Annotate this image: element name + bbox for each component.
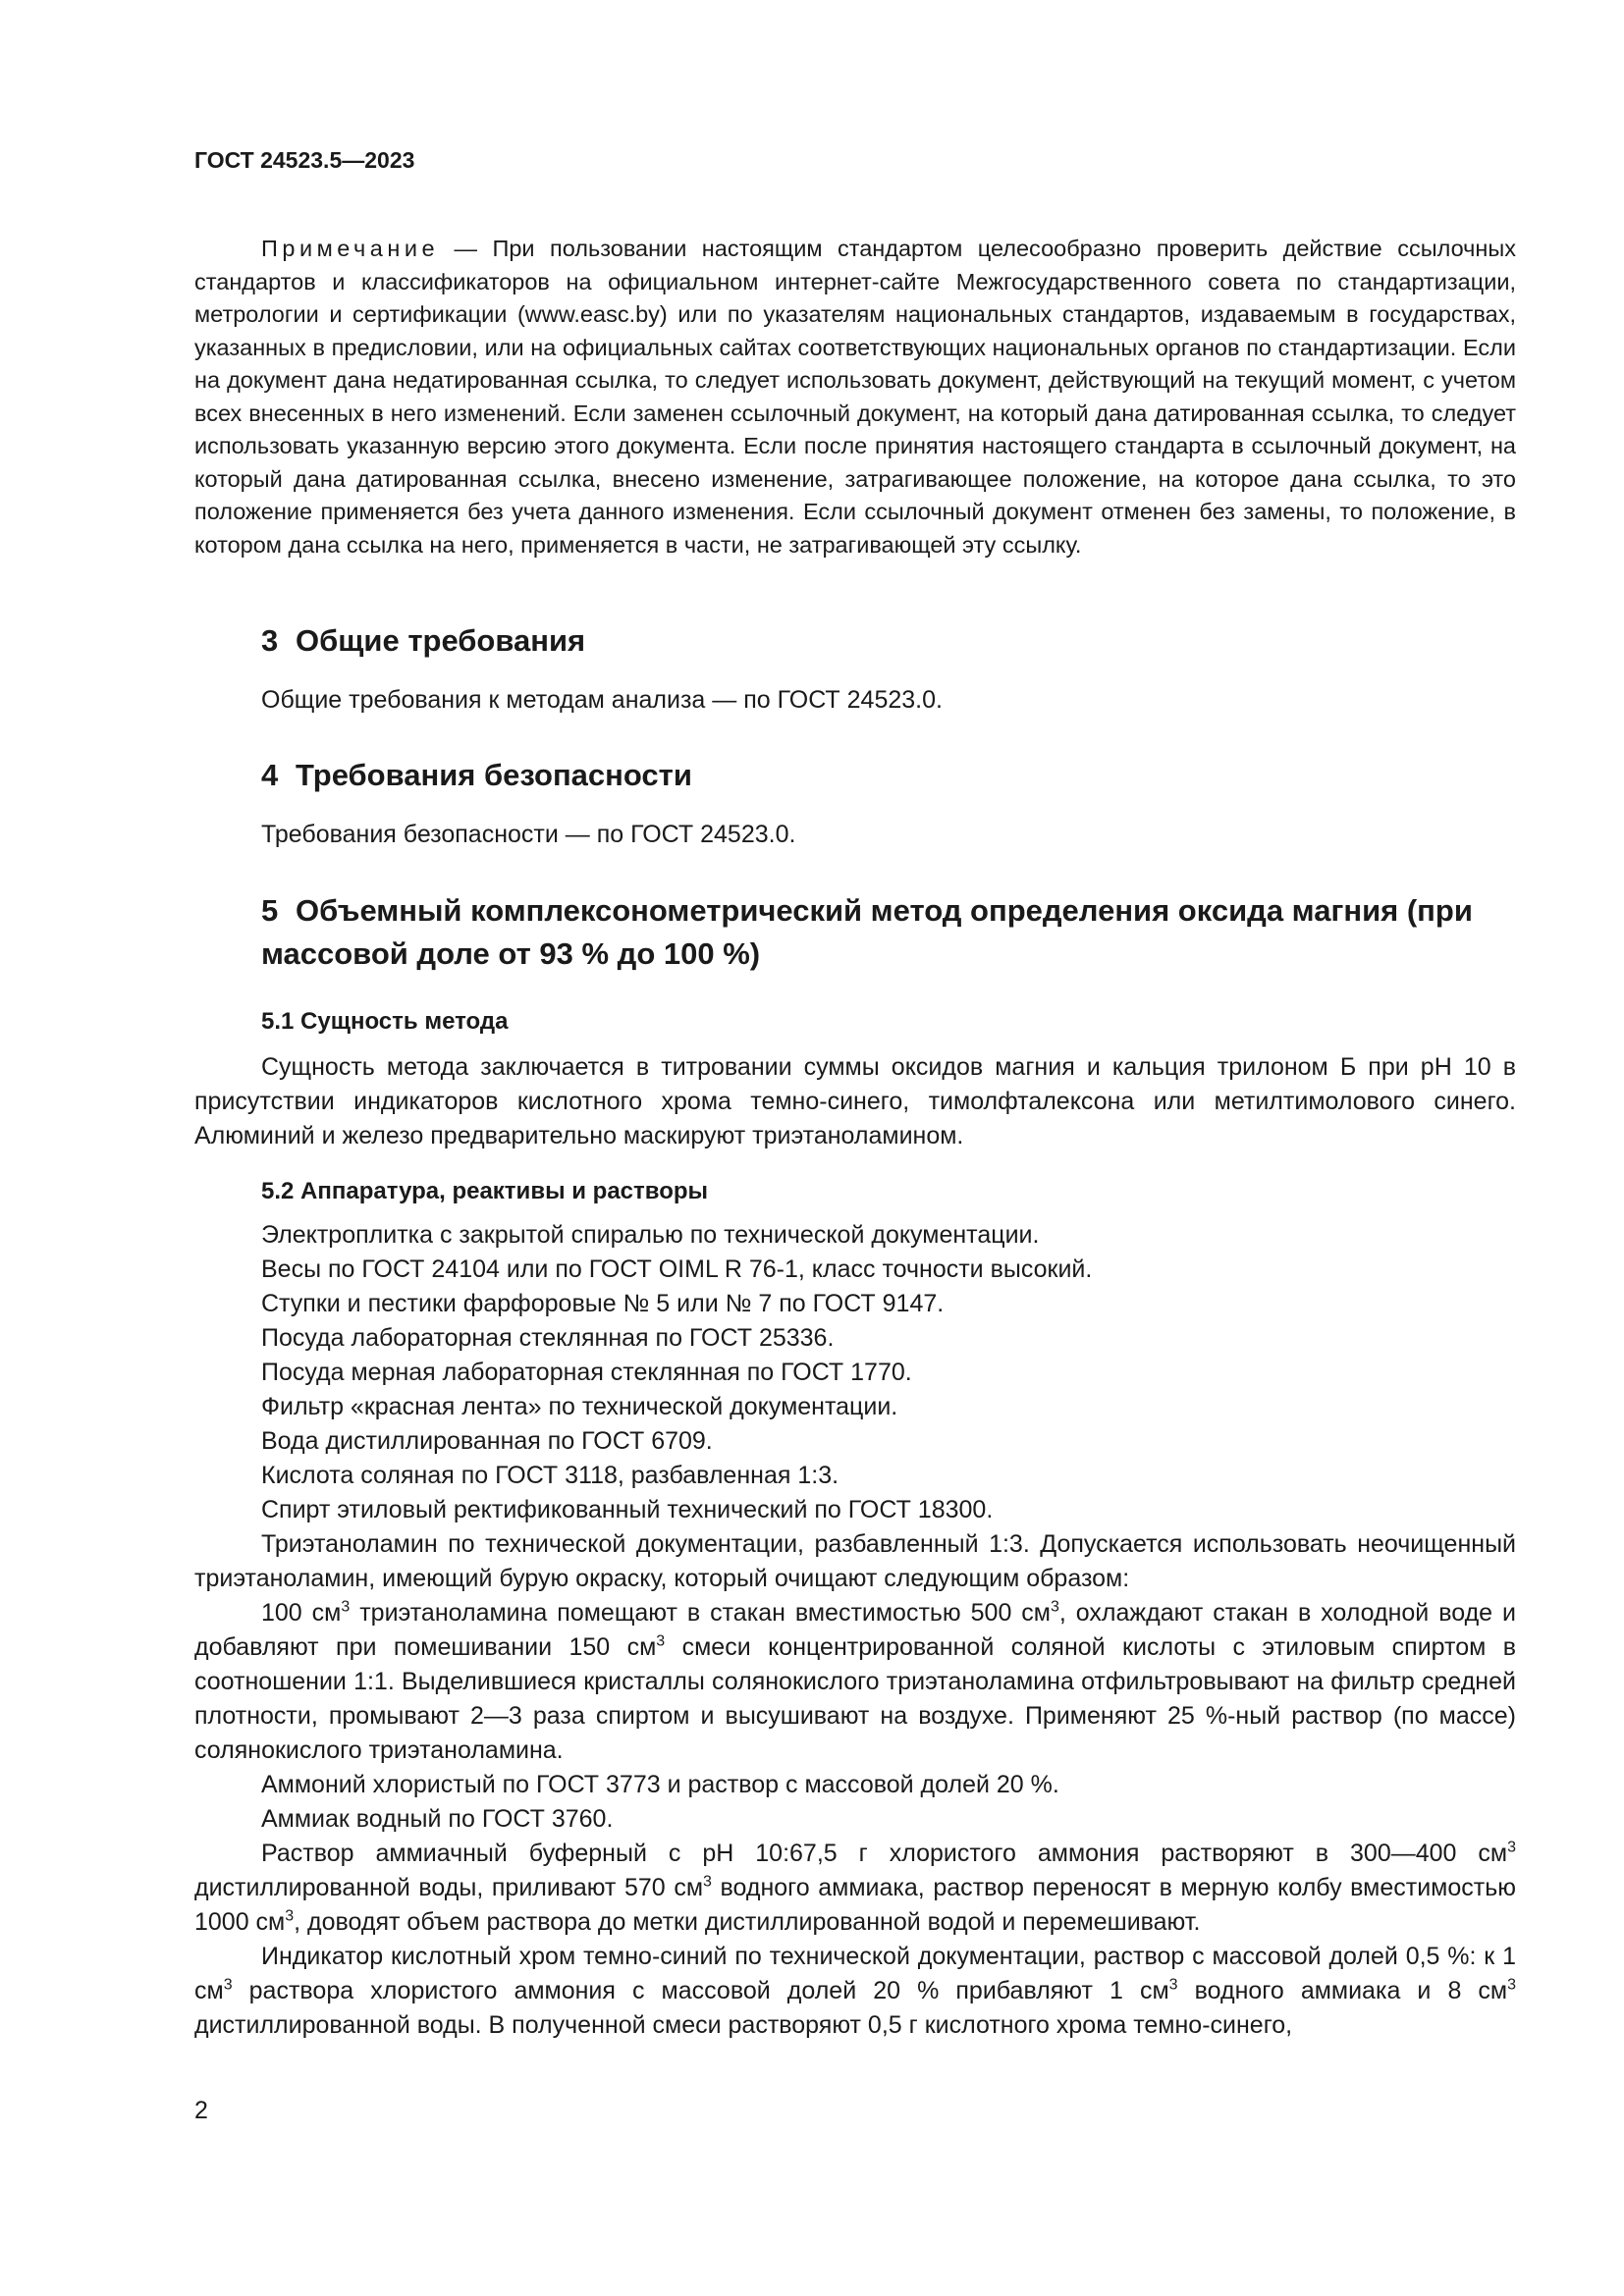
- triethanolamine-purification: 100 $см^3$ триэтаноламина помещают в стакан вместимостью 500 $см^3$, охлаждают стакан в холодной воде и добавляют при помешивании 150 $см^3$ смеси концентрированной соляной кислоты с этиловым спиртом в соотношении 1:1. Выделившиеся кристаллы солянокислого триэтаноламина отфильтровывают на фильтр средней плотности, промывают 2—3 раза спиртом и высушивают на воздухе. Применяют 25 %-ный раствор (по массе) солянокислого триэтаноламина.: [194, 1598, 1516, 1764]
- indicator-text: Индикатор кислотный хром темно-синий по технической документации, раствор с массовой долей 0,5 %: к 1 $см^3$ раствора хлористого аммония с массовой долей 20 % прибавляют 1 $см^3$ водного аммиака и 8 $см^3$ дистиллированной воды. В полученной смеси растворяют 0,5 г кислотного хрома темно-синего,: [194, 1943, 1517, 2039]
- equipment-list: [194, 1218, 1516, 1527]
- section-4-text: Требования безопасности — по ГОСТ 24523.0.: [261, 821, 796, 848]
- note-label: Примечание: [261, 236, 440, 261]
- subsection-5-1-text: Сущность метода заключается в титровании суммы оксидов магния и кальция трилоном Б при pH 10 в присутствии индикаторов кислотного хрома темно-синего, тимолфталексона или метилтимолового синего. Алюминий и железо предварительно маскируют триэтаноламином.: [194, 1053, 1516, 1149]
- list-item: Кислота соляная по ГОСТ 3118, разбавленная 1:3.: [261, 1462, 839, 1489]
- list-item: Вода дистиллированная по ГОСТ 6709.: [261, 1427, 713, 1455]
- triethanolamine-text: Триэтаноламин по технической документации, разбавленный 1:3. Допускается использовать неочищенный триэтаноламин, имеющий бурую окраску, который очищают следующим образом:: [194, 1530, 1516, 1592]
- ammonia-text: Аммиак водный по ГОСТ 3760.: [261, 1805, 614, 1833]
- section-4-heading: 4 Требования безопасности: [261, 758, 692, 792]
- note-text: — При пользовании настоящим стандартом целесообразно проверить действие ссылочных стандартов и классификаторов на официальном интернет-сайте Межгосударственного совета по стандартизации, метрологии и сертификации (www.easc.by) или по указателям национальных стандартов, издаваемым в государствах, указанных в предисловии, или на официальных сайтах соответствующих национальных органов по стандартизации. Если на документ дана недатированная ссылка, то следует использовать документ, действующий на текущий момент, с учетом всех внесенных в него изменений. Если заменен ссылочный документ, на который дана датированная ссылка, то следует использовать указанную версию этого документа. Если после принятия настоящего стандарта в ссылочный документ, на который дана датированная ссылка, внесено изменение, затрагивающее положение, на которое дана ссылка, то это положение применяется без учета данного изменения. Если ссылочный документ отменен без замены, то положение, в котором дана ссылка на него, применяется в части, не затрагивающей эту ссылку.: [194, 236, 1516, 558]
- list-item: Весы по ГОСТ 24104 или по ГОСТ OIML R 76-1, класс точности высокий.: [261, 1255, 1093, 1283]
- subsection-5-2-heading: 5.2 Аппаратура, реактивы и растворы: [261, 1178, 709, 1204]
- document-page: [194, 147, 1516, 2043]
- list-item: Посуда мерная лабораторная стеклянная по ГОСТ 1770.: [261, 1359, 912, 1386]
- list-item: Ступки и пестики фарфоровые № 5 или № 7 по ГОСТ 9147.: [261, 1290, 945, 1317]
- buffer-solution-text: Раствор аммиачный буферный с pH 10:67,5 г хлористого аммония растворяют в 300—400 $см^3$ дистиллированной воды, приливают 570 $см^3$ водного аммиака, раствор переносят в мерную колбу вместимостью 1000 $см^3$, доводят объем раствора до метки дистиллированной водой и перемешивают.: [194, 1839, 1516, 1936]
- list-item: Посуда лабораторная стеклянная по ГОСТ 25336.: [261, 1324, 835, 1352]
- page-number: 2: [194, 2097, 208, 2124]
- list-item: Спирт этиловый ректификованный технический по ГОСТ 18300.: [261, 1496, 994, 1523]
- list-item: Фильтр «красная лента» по технической документации.: [261, 1393, 898, 1420]
- section-3-text: Общие требования к методам анализа — по ГОСТ 24523.0.: [261, 686, 943, 714]
- list-item: Электроплитка с закрытой спиралью по технической документации.: [261, 1221, 1040, 1249]
- ammonium-chloride-text: Аммоний хлористый по ГОСТ 3773 и раствор с массовой долей 20 %.: [261, 1771, 1059, 1798]
- section-5-heading: 5 Объемный комплексонометрический метод определения оксида магния (при массовой доле от 93 % до 100 %): [261, 893, 1473, 971]
- section-3-heading: 3 Общие требования: [261, 623, 586, 658]
- reference-note: [194, 233, 1516, 561]
- subsection-5-1-heading: 5.1 Сущность метода: [261, 1008, 509, 1035]
- document-code: ГОСТ 24523.5—2023: [194, 147, 415, 173]
